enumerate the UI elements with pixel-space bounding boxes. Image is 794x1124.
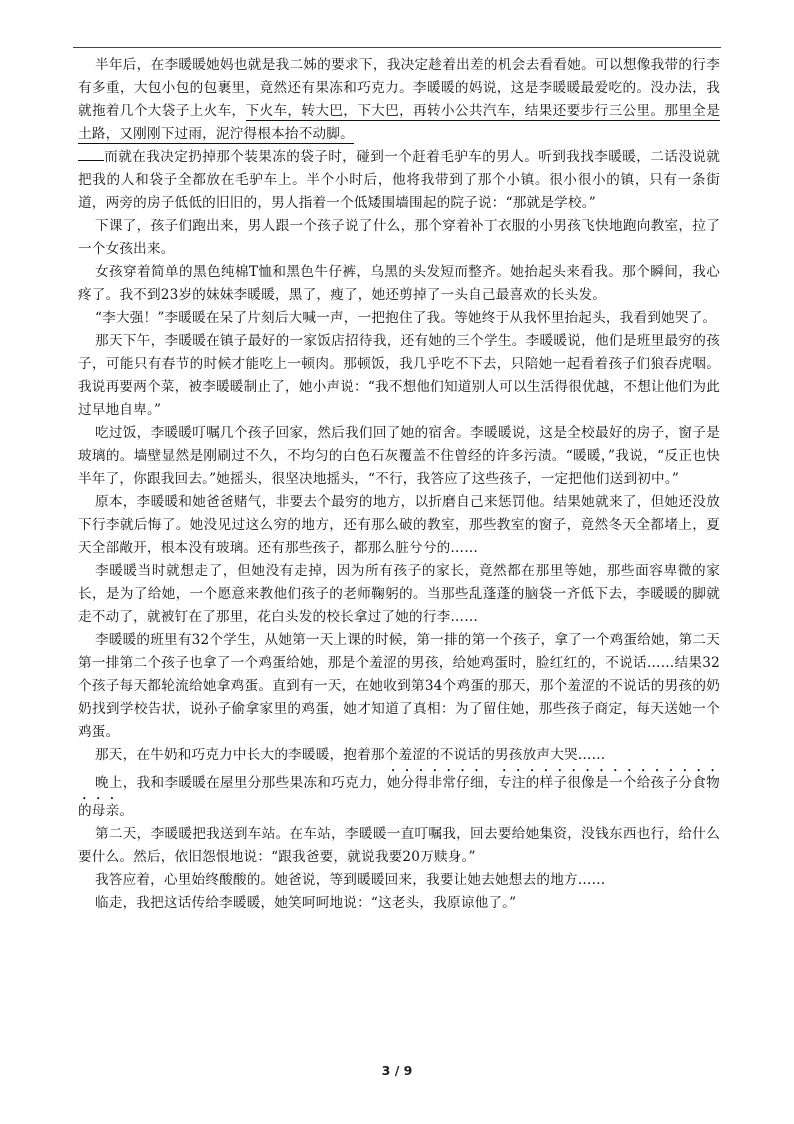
- paragraph-12-text: 晚上，我和李暖暖在屋里分那些果冻和巧克力，: [95, 775, 387, 791]
- paragraph-11: 那天，在牛奶和巧克力中长大的李暖暖，抱着那个羞涩的不说话的男孩放声大哭……: [95, 747, 606, 763]
- paragraph-2: [78, 146, 720, 215]
- paragraph-2-text: 而就在我决定扔掉那个装果冻的袋子时，碰到一个赶着毛驴车的男人。听到我找李暖暖，二话没说就把我的人和袋子全都放在毛驴车上。半个小时后，他将我带到了那个小镇。很小很小的镇，只有一条街道，两旁的房子低低的旧旧的，男人指着一个低矮围墙围起的院子说：“那就是学校。”: [78, 149, 720, 211]
- paragraph-10: 李暖暖的班里有32个学生，从她第一天上课的时候，第一排的第一个孩子，拿了一个鸡蛋给她，第二天第一排第二个孩子也拿了一个鸡蛋给她，那是个羞涩的男孩，给她鸡蛋时，脸红红的，不说话……结果32个孩子每天都轮流给她拿鸡蛋。直到有一天，在她收到第34个鸡蛋的那天，那个羞涩的不说话的男孩的奶奶找到学校告状，说孙子偷拿家里的鸡蛋，她才知道了真相：为了留住她，那些孩子商定，每天送她一个鸡蛋。: [78, 632, 720, 740]
- paragraph-15: 临走，我把这话传给李暖暖，她笑呵呵地说：“这老头，我原谅他了。”: [95, 895, 517, 911]
- paragraph-3: 下课了，孩子们跑出来，男人跟一个孩子说了什么，那个穿着补丁衣服的小男孩飞快地跑向教室，拉了一个女孩出来。: [78, 218, 720, 257]
- answer-blank: [78, 148, 104, 161]
- paragraph-14: 我答应着，心里始终酸酸的。她爸说，等到暖暖回来，我要让她去她想去的地方……: [95, 872, 606, 888]
- paragraph-12: [78, 767, 720, 823]
- emphasized-sentence: 她分得非常仔细，专注的样子很像是一个给孩子分食物的母亲。: [78, 775, 720, 819]
- paragraph-4: 女孩穿着简单的黑色纯棉T恤和黑色牛仔裤，乌黑的头发短而整齐。她抬起头来看我。那个瞬间，我心疼了。我不到23岁的妹妹李暖暖，黑了，瘦了，她还剪掉了一头自己最喜欢的长头发。: [78, 264, 720, 303]
- paragraph-13: 第二天，李暖暖把我送到车站。在车站，李暖暖一直叮嘱我，回去要给她集资，没钱东西也行，给什么要什么。然后，依旧怨恨地说：“跟我爸要，就说我要20万赎身。”: [78, 826, 720, 865]
- paragraph-9: 李暖暖当时就想走了，但她没有走掉，因为所有孩子的家长，竟然都在那里等她，那些面容卑微的家长，是为了给她，一个愿意来教他们孩子的老师鞠躬的。当那些乱蓬蓬的脑袋一齐低下去，李暖暖的脚就走不动了，就被钉在了那里，花白头发的校长拿过了她的行李……: [78, 563, 720, 625]
- paragraph-8: 原本，李暖暖和她爸爸赌气，非要去个最穷的地方，以折磨自己来惩罚他。结果她就来了，但她还没放下行李就后悔了。她没见过这么穷的地方，还有那么破的教室，那些教室的窗子，竟然冬天全都堵上，夏天全部敞开，根本没有玻璃。还有那些孩子，都那么脏兮兮的……: [78, 494, 720, 556]
- paragraph-5: “李大强！”李暖暖在呆了片刻后大喊一声，一把抱住了我。等她终于从我怀里抬起头，我看到她哭了。: [95, 310, 717, 326]
- header-rule: [73, 47, 721, 48]
- document-body: [78, 54, 720, 915]
- underlined-sentence: 下火车，转大巴，下大巴，再转小公共汽车，结果还要步行三公里。那里全是土路，又刚刚下过雨，泥泞得根本抬不动脚。: [78, 103, 720, 142]
- paragraph-6: 那天下午，李暖暖在镇子最好的一家饭店招待我，还有她的三个学生。李暖暖说，他们是班里最穷的孩子，可能只有春节的时候才能吃上一顿肉。那顿饭，我几乎吃不下去，只陪她一起看着孩子们狼吞虎咽。我说再要两个菜，被李暖暖制止了，她小声说：“我不想他们知道别人可以生活得很优越，不想让他们为此过早地自卑。”: [78, 333, 720, 418]
- paragraph-1-text: 半年后，在李暖暖她妈也就是我二姊的要求下，我决定趁着出差的机会去看看她。可以想像我带的行李有多重，大包小包的包裹里，竟然还有果冻和巧克力。李暖暖的妈说，这是李暖暖最爱吃的。没办法，我就拖着几个大袋子上火车，: [78, 57, 720, 119]
- paragraph-1: [78, 54, 720, 146]
- paragraph-7: 吃过饭，李暖暖叮嘱几个孩子回家，然后我们回了她的宿舍。李暖暖说，这是全校最好的房子，窗子是玻璃的。墙壁显然是刚刷过不久，不均匀的白色石灰覆盖不住曾经的许多污渍。“暖暖，”我说，“反正也快半年了，你跟我回去。”她摇头，很坚决地摇头，“不行，我答应了这些孩子，一定把他们送到初中。”: [78, 425, 720, 487]
- page-number: 3 / 9: [381, 1063, 413, 1078]
